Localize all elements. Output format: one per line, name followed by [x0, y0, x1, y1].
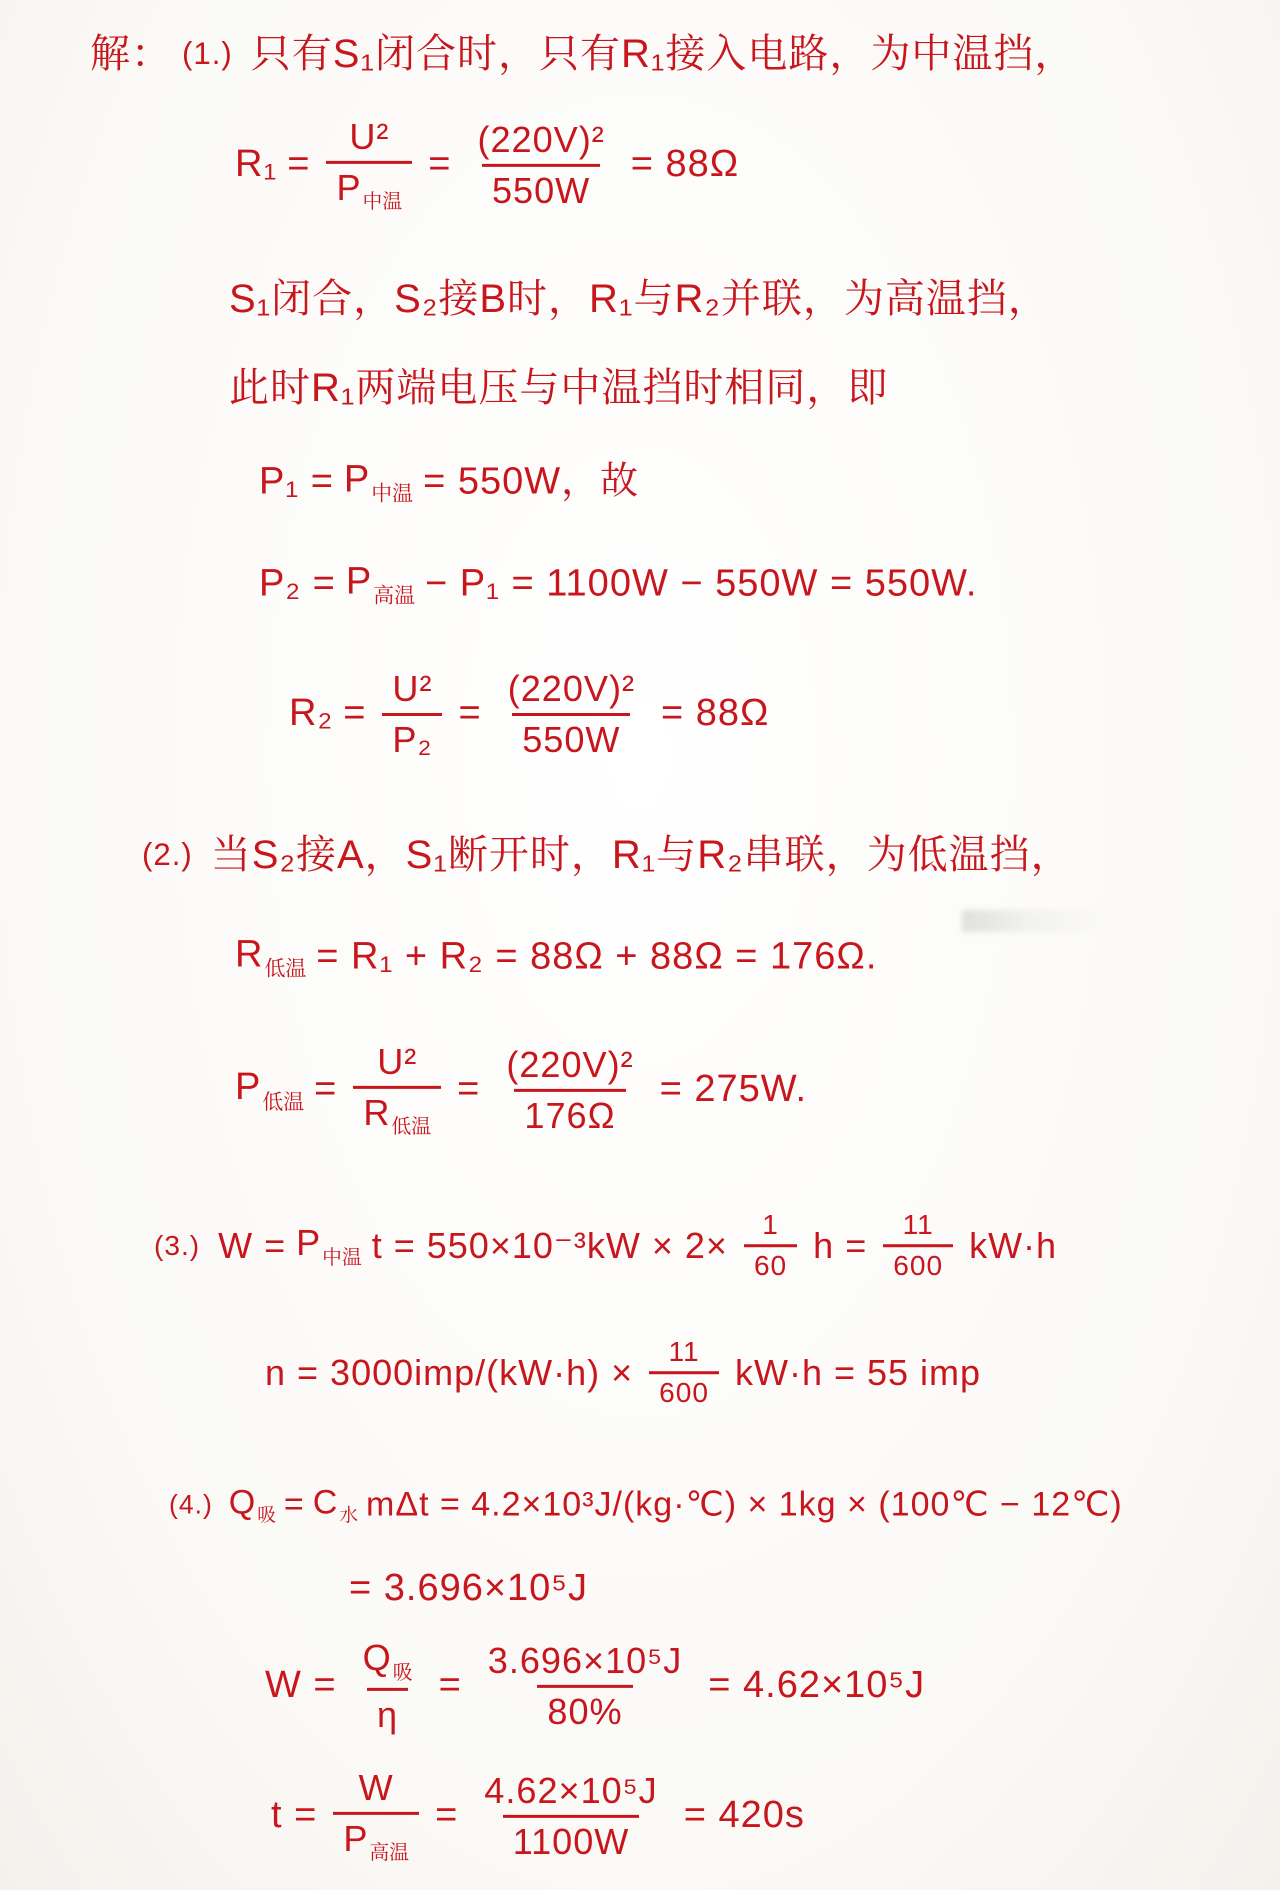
q1-intro-text: 只有S₁闭合时，只有R₁接入电路，为中温挡， — [250, 32, 1076, 76]
fraction-numerator: U² — [377, 1040, 418, 1082]
r1-equation — [235, 116, 739, 214]
fraction-denominator: 1100W — [503, 1815, 640, 1863]
r-low-term — [235, 932, 306, 981]
impulse-lhs: n = 3000imp/(kW·h) × — [265, 1352, 634, 1394]
high-temp-description — [229, 275, 1049, 323]
fraction-u2-over-r-low — [353, 1041, 441, 1139]
high-temp-text: S₁闭合，S₂接B时，R₁与R₂并联，为高温挡， — [229, 277, 1049, 321]
fraction-denominator: 60 — [744, 1245, 797, 1283]
q2-intro-text: 当S₂接A，S₁断开时，R₁与R₂串联，为低温挡， — [210, 833, 1072, 877]
subscript: 中温 — [322, 1247, 362, 1270]
equals-sign: = — [287, 143, 311, 186]
part-label-3: (3.) — [154, 1230, 201, 1262]
fraction-numerator: W — [358, 1766, 394, 1808]
fraction-u2-over-p2 — [382, 668, 442, 760]
q-absorbed-term — [229, 1483, 276, 1528]
fraction-denominator: 600 — [649, 1372, 719, 1410]
fraction-w-over-p-high — [333, 1767, 419, 1865]
fraction-denominator: 550W — [512, 713, 630, 761]
fraction-numerator: (220V)² — [507, 668, 635, 709]
heat-symbol: Q — [362, 1636, 392, 1678]
r-low-rhs: = R₁ + R₂ = 88Ω + 88Ω = 176Ω. — [316, 935, 878, 978]
subscript: 吸 — [392, 1661, 413, 1684]
fraction-q-over-efficiency — [353, 1637, 423, 1735]
watermark-smudge — [962, 910, 1100, 932]
r2-result: = 88Ω — [661, 692, 770, 735]
fraction-denominator — [333, 1811, 419, 1865]
equals-sign: = — [428, 143, 452, 186]
resistance-symbol: R — [235, 933, 264, 976]
power-symbol: P — [235, 1066, 262, 1109]
fraction-denominator: P₂ — [382, 713, 442, 761]
subscript: 低温 — [391, 1116, 432, 1139]
voltage-note-text: 此时R₁两端电压与中温挡时相同，即 — [229, 366, 889, 410]
fraction-eleven-six-hundredths — [883, 1209, 953, 1283]
specific-heat-symbol: C — [312, 1483, 339, 1522]
equals-sign: = — [457, 1068, 481, 1111]
hour-unit: h = — [813, 1225, 868, 1267]
impulse-equation — [265, 1336, 981, 1410]
fraction-eleven-six-hundredths — [649, 1336, 719, 1410]
time-result: = 420s — [683, 1794, 805, 1837]
equals-sign: = — [314, 1068, 338, 1111]
fraction-numerator — [353, 1637, 423, 1688]
power-symbol: P — [336, 166, 362, 208]
solution-lead: 解： — [90, 32, 172, 76]
p-mid-term — [344, 457, 413, 506]
energy-lhs: W = — [218, 1225, 287, 1267]
work-equation — [265, 1637, 925, 1735]
fraction-denominator — [353, 1085, 441, 1139]
resistance-symbol: R — [363, 1091, 391, 1133]
fraction-u2-over-p-mid — [326, 116, 412, 214]
heat-result-line — [349, 1566, 588, 1612]
fraction-denominator: η — [367, 1688, 408, 1736]
r-low-equation — [235, 932, 877, 981]
p2-rhs: − P₁ = 1100W − 550W = 550W. — [425, 562, 978, 605]
fraction-denominator: 176Ω — [514, 1089, 625, 1137]
energy-equation — [154, 1209, 1057, 1283]
part-label-1: (1.) — [182, 36, 233, 72]
heat-symbol: Q — [228, 1483, 257, 1522]
p-low-term — [235, 1065, 304, 1114]
fraction-numerator: U² — [349, 115, 390, 157]
fraction-numerator: 11 — [902, 1209, 934, 1241]
power-symbol: P — [343, 458, 371, 501]
c-water-term — [313, 1483, 358, 1528]
p-mid-term — [296, 1221, 362, 1271]
r2-lhs: R₂ — [289, 692, 334, 735]
fraction-values — [474, 1770, 667, 1862]
fraction-numerator: U² — [392, 668, 433, 709]
q2-intro-line — [142, 831, 1072, 879]
fraction-values — [498, 668, 645, 760]
power-symbol: P — [296, 1222, 322, 1264]
subscript: 高温 — [373, 584, 416, 608]
fraction-denominator — [326, 160, 412, 214]
subscript: 中温 — [371, 482, 414, 506]
part-label-2: (2.) — [142, 837, 193, 873]
voltage-note — [229, 364, 888, 412]
work-result: = 4.62×10⁵J — [708, 1664, 926, 1707]
kwh-unit: kW·h — [969, 1225, 1058, 1267]
fraction-values — [467, 119, 614, 211]
r1-result: = 88Ω — [630, 143, 740, 186]
fraction-numerator: 1 — [762, 1209, 779, 1241]
subscript: 高温 — [369, 1842, 410, 1865]
subscript: 吸 — [257, 1504, 276, 1526]
fraction-denominator: 550W — [482, 164, 600, 212]
r2-equation — [289, 668, 769, 760]
fraction-values — [478, 1640, 692, 1732]
heat-absorbed-equation — [169, 1483, 1123, 1528]
p1-equation — [259, 457, 639, 506]
fraction-numerator: (220V)² — [506, 1044, 634, 1085]
p2-lhs: P₂ = — [259, 562, 336, 605]
fraction-values — [496, 1044, 643, 1136]
equals-sign: = — [283, 1485, 305, 1524]
part-label-4: (4.) — [169, 1489, 213, 1520]
r1-lhs: R₁ — [235, 143, 278, 186]
impulse-result: kW·h = 55 imp — [735, 1352, 982, 1394]
fraction-numerator: (220V)² — [477, 119, 605, 160]
power-symbol: P — [343, 1817, 369, 1859]
equals-sign: = — [458, 692, 482, 735]
work-lhs: W = — [265, 1664, 337, 1707]
equals-sign: = — [343, 692, 367, 735]
p1-rhs: = 550W，故 — [423, 460, 640, 503]
p-low-equation — [235, 1041, 807, 1139]
subscript: 低温 — [264, 957, 307, 981]
heat-result: = 3.696×10⁵J — [349, 1567, 589, 1610]
time-lhs: t = — [271, 1794, 318, 1837]
power-symbol: P — [345, 560, 373, 603]
equals-sign: = — [438, 1664, 462, 1707]
fraction-numerator: 3.696×10⁵J — [487, 1640, 683, 1681]
time-equation — [271, 1767, 805, 1865]
fraction-numerator: 11 — [668, 1336, 700, 1368]
fraction-denominator: 80% — [537, 1685, 632, 1733]
q1-intro-line — [90, 30, 1075, 78]
fraction-one-sixtieth — [744, 1209, 797, 1283]
equals-sign: = — [435, 1794, 459, 1837]
p2-equation — [259, 559, 977, 608]
subscript: 低温 — [262, 1090, 305, 1114]
p-high-term — [346, 559, 415, 608]
fraction-denominator: 600 — [883, 1245, 953, 1283]
subscript: 中温 — [362, 191, 403, 214]
p1-lhs: P₁ = — [259, 460, 334, 503]
heat-calculation: mΔt = 4.2×10³J/(kg·℃) × 1kg × (100℃ − 12℃) — [366, 1485, 1123, 1524]
energy-product: t = 550×10⁻³kW × 2× — [371, 1225, 728, 1267]
subscript: 水 — [339, 1504, 359, 1526]
p-low-result: = 275W. — [659, 1068, 808, 1111]
fraction-numerator: 4.62×10⁵J — [484, 1770, 658, 1811]
